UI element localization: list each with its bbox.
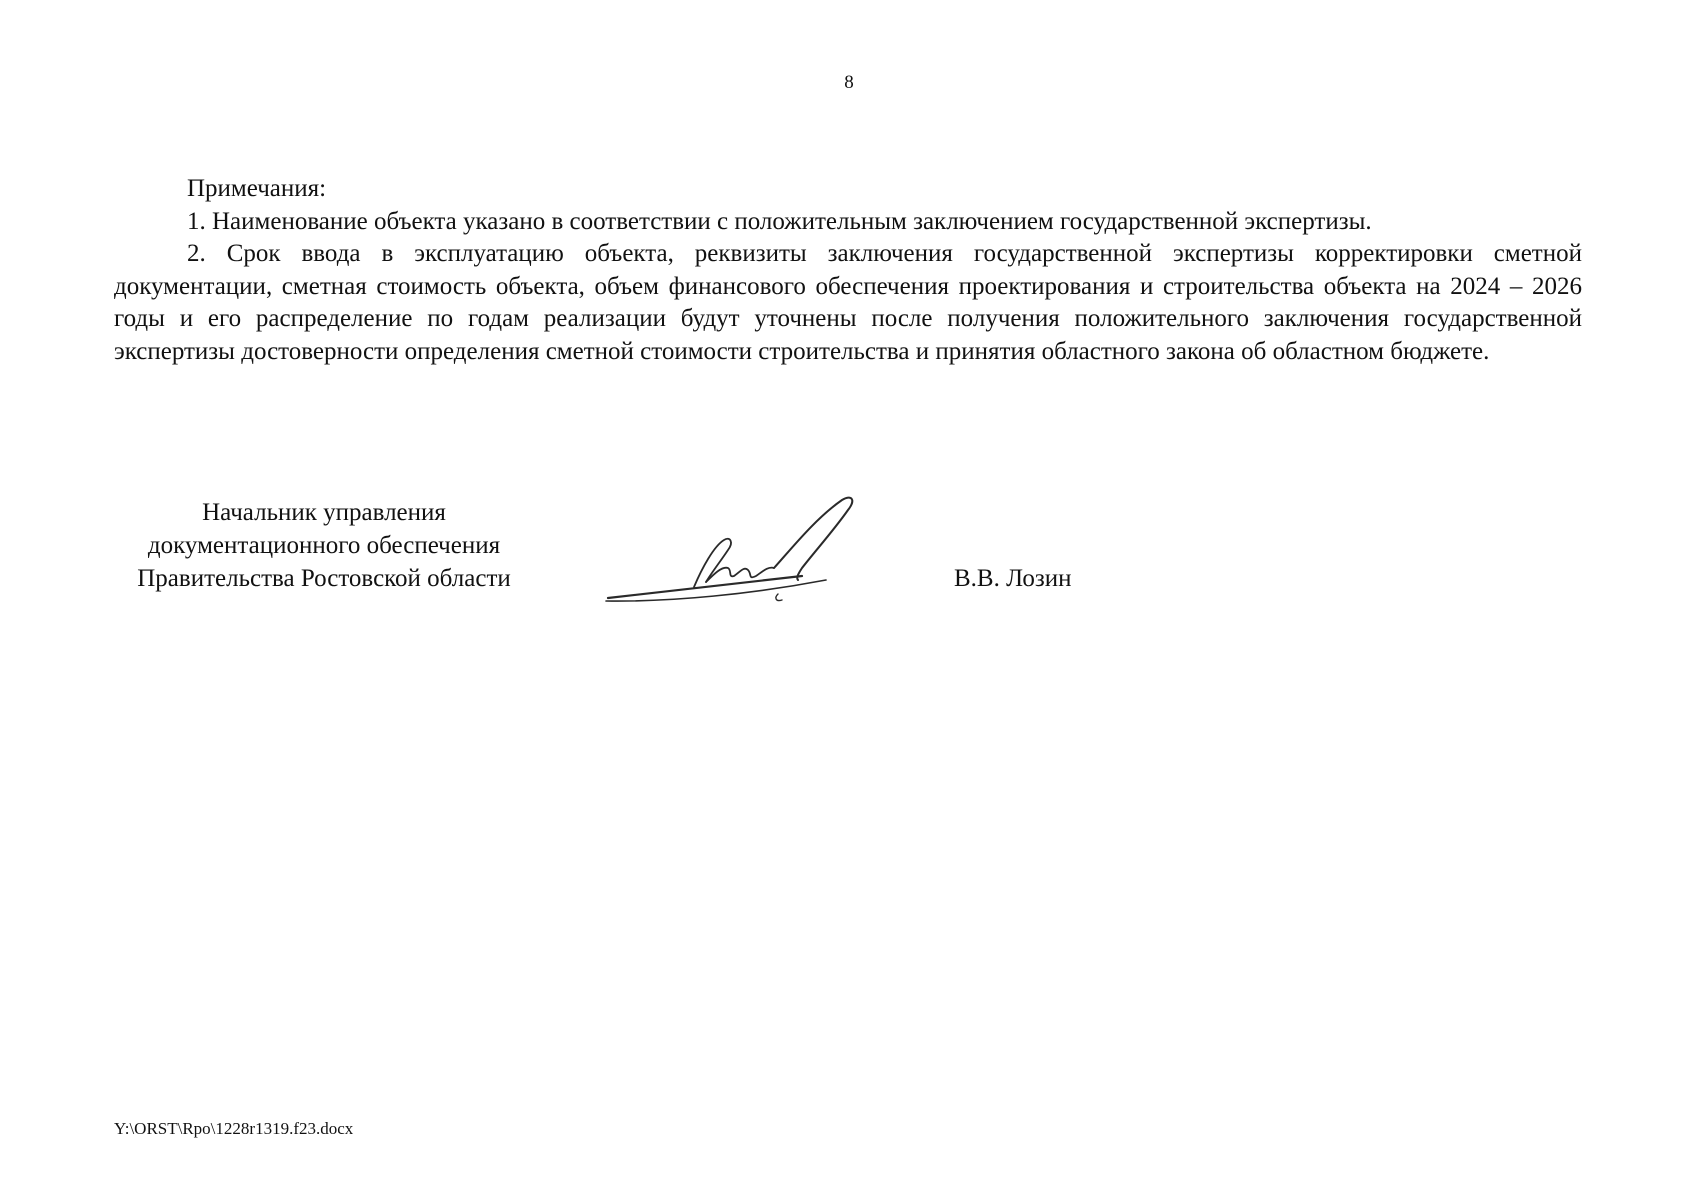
note-item-1: 1. Наименование объекта указано в соответствии с положительным заключением государственной экспертизы. (187, 207, 1372, 235)
notes-section (114, 173, 1582, 368)
notes-heading: Примечания: (187, 175, 327, 202)
signatory-title-line: документационного обеспечения (147, 532, 501, 559)
page-number: 8 (844, 72, 854, 93)
signatory-title (106, 496, 542, 595)
note-item-2: 2. Срок ввода в эксплуатацию объекта, реквизиты заключения государственной экспертизы корректировки сметной документации, сметная стоимость объекта, объем финансового обеспечения проектирования и строительства объекта на 2024 – 2026 годы и его распределение по годам реализации будут уточнены после получения положительного заключения государственной экспертизы достоверности определения сметной стоимости строительства и принятия областного закона об областном бюджете. (114, 240, 1582, 365)
signatory-name: В.В. Лозин (954, 565, 1072, 592)
handwritten-signature (602, 488, 888, 606)
signatory-title-line: Правительства Ростовской области (137, 565, 511, 592)
signatory-title-line: Начальник управления (202, 499, 446, 526)
file-path: Y:\ORST\Rpo\1228r1319.f23.docx (114, 1119, 354, 1138)
